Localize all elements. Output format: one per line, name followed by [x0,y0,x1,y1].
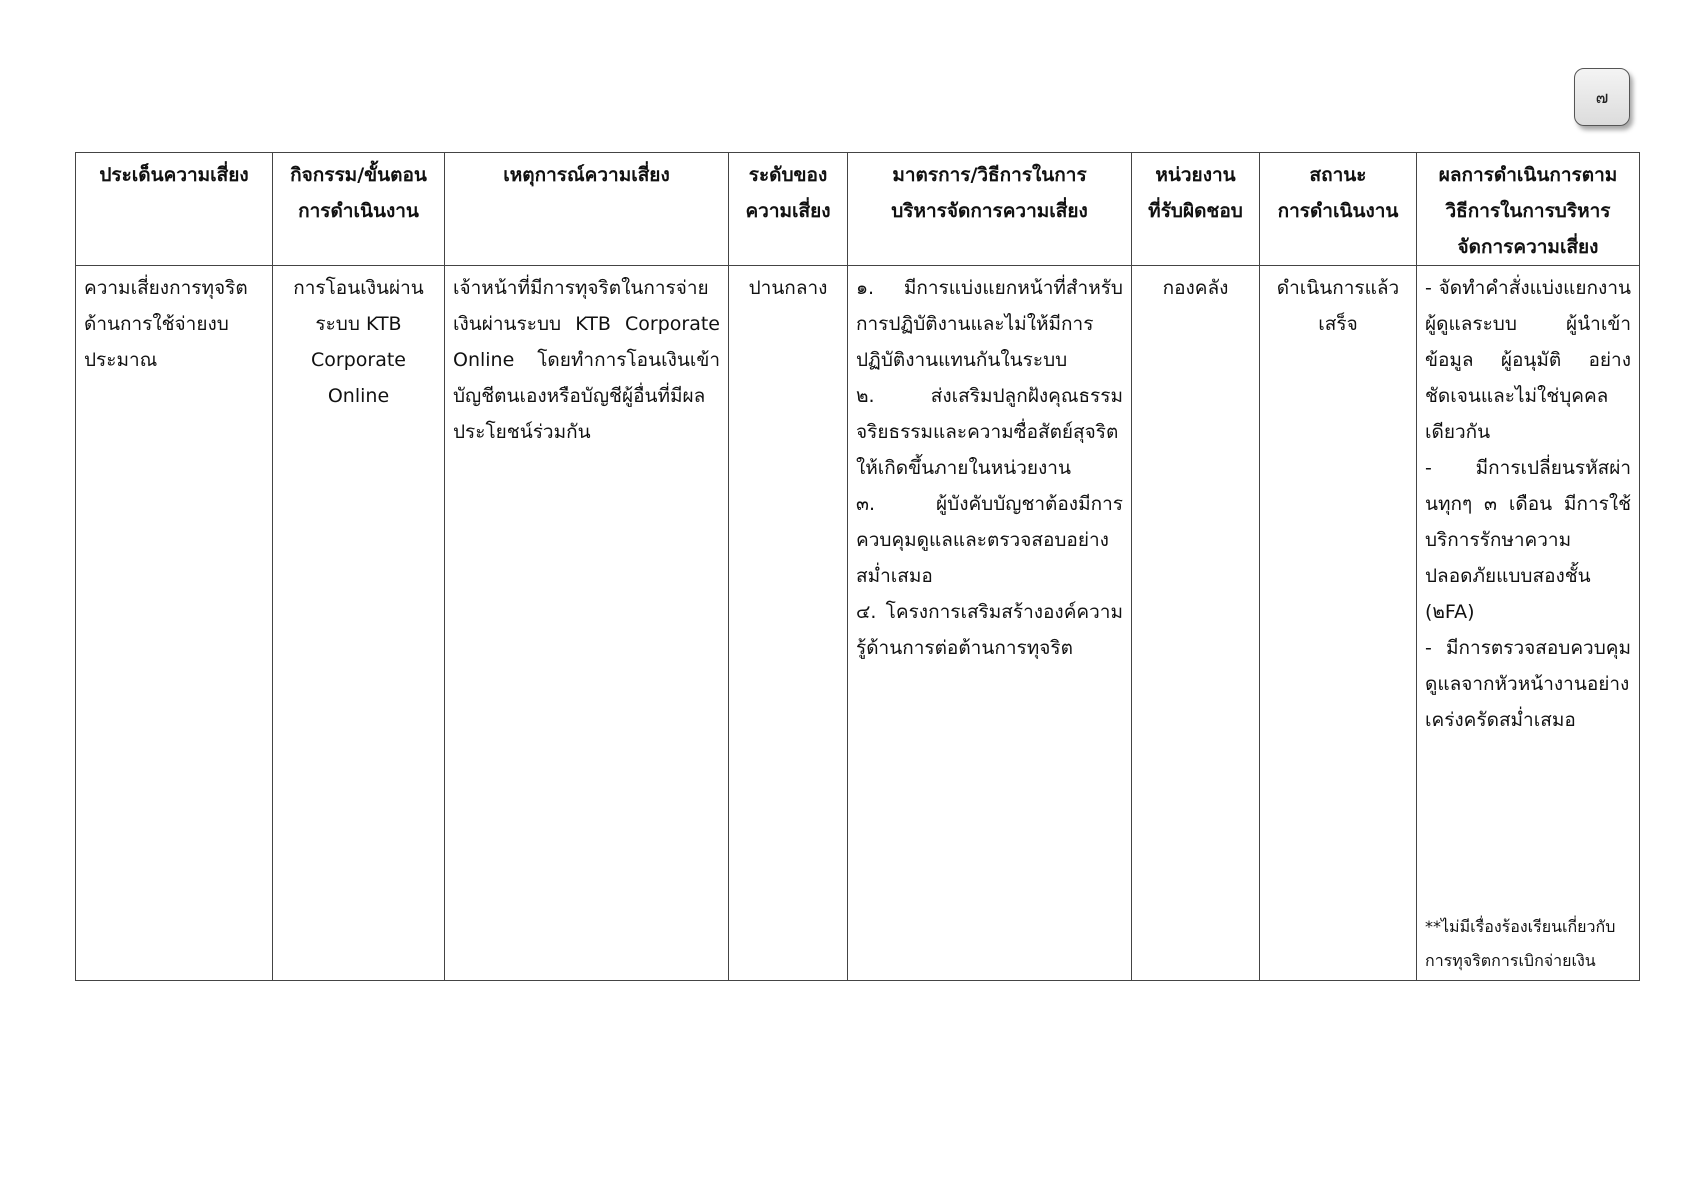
results-cell [1417,266,1640,981]
measure-item: ๒. ส่งเสริมปลูกฝังคุณธรรมจริยธรรมและความซื่อสัตย์สุจริตให้เกิดขึ้นภายในหน่วยงาน [856,385,1123,479]
measure-item: ๔. โครงการเสริมสร้างองค์ความรู้ด้านการต่อต้านการทุจริต [856,601,1123,659]
header-risk-event: เหตุการณ์ความเสี่ยง [445,153,729,266]
header-activity: กิจกรรม/ขั้นตอน การดำเนินงาน [273,153,445,266]
risk-level-cell: ปานกลาง [729,266,848,981]
result-item: - จัดทำคำสั่งแบ่งแยกงานผู้ดูแลระบบ ผู้นำเข้าข้อมูล ผู้อนุมัติ อย่างชัดเจนและไม่ใช่บุคคลเดียวกัน [1425,277,1631,443]
header-risk-level: ระดับของ ความเสี่ยง [729,153,848,266]
risk-management-table [75,152,1640,981]
page-number: ๗ [1595,87,1609,108]
risk-event-cell: เจ้าหน้าที่มีการทุจริตในการจ่ายเงินผ่านระบบ KTB Corporate Online โดยทำการโอนเงินเข้าบัญชีตนเองหรือบัญชีผู้อื่นที่มีผลประโยชน์ร่วมกัน [445,266,729,981]
measure-item: ๑. มีการแบ่งแยกหน้าที่สำหรับการปฏิบัติงานและไม่ให้มีการปฏิบัติงานแทนกันในระบบ [856,277,1123,371]
responsible-unit-cell: กองคลัง [1132,266,1260,981]
activity-cell: การโอนเงินผ่านระบบ KTB Corporate Online [273,266,445,981]
measures-cell [848,266,1132,981]
result-item: - มีการเปลี่ยนรหัสผ่านทุกๆ ๓ เดือน มีการใช้บริการรักษาความปลอดภัยแบบสองชั้น (๒FA) [1425,457,1631,623]
page-number-badge [1574,68,1630,126]
table-header-row [76,153,1640,266]
measure-item: ๓. ผู้บังคับบัญชาต้องมีการควบคุมดูแลและตรวจสอบอย่างสม่ำเสมอ [856,493,1123,587]
header-status: สถานะ การดำเนินงาน [1260,153,1417,266]
header-measures: มาตรการ/วิธีการในการ บริหารจัดการความเสี่ยง [848,153,1132,266]
header-responsible-unit: หน่วยงาน ที่รับผิดชอบ [1132,153,1260,266]
header-results: ผลการดำเนินการตาม วิธีการในการบริหาร จัดการความเสี่ยง [1417,153,1640,266]
header-risk-issue: ประเด็นความเสี่ยง [76,153,273,266]
risk-issue-cell: ความเสี่ยงการทุจริตด้านการใช้จ่ายงบประมาณ [76,266,273,981]
complaint-note: **ไม่มีเรื่องร้องเรียนเกี่ยวกับการทุจริตการเบิกจ่ายเงิน [1425,917,1616,970]
status-cell: ดำเนินการแล้วเสร็จ [1260,266,1417,981]
table-row [76,266,1640,981]
result-item: - มีการตรวจสอบควบคุมดูแลจากหัวหน้างานอย่างเคร่งครัดสม่ำเสมอ [1425,637,1631,731]
